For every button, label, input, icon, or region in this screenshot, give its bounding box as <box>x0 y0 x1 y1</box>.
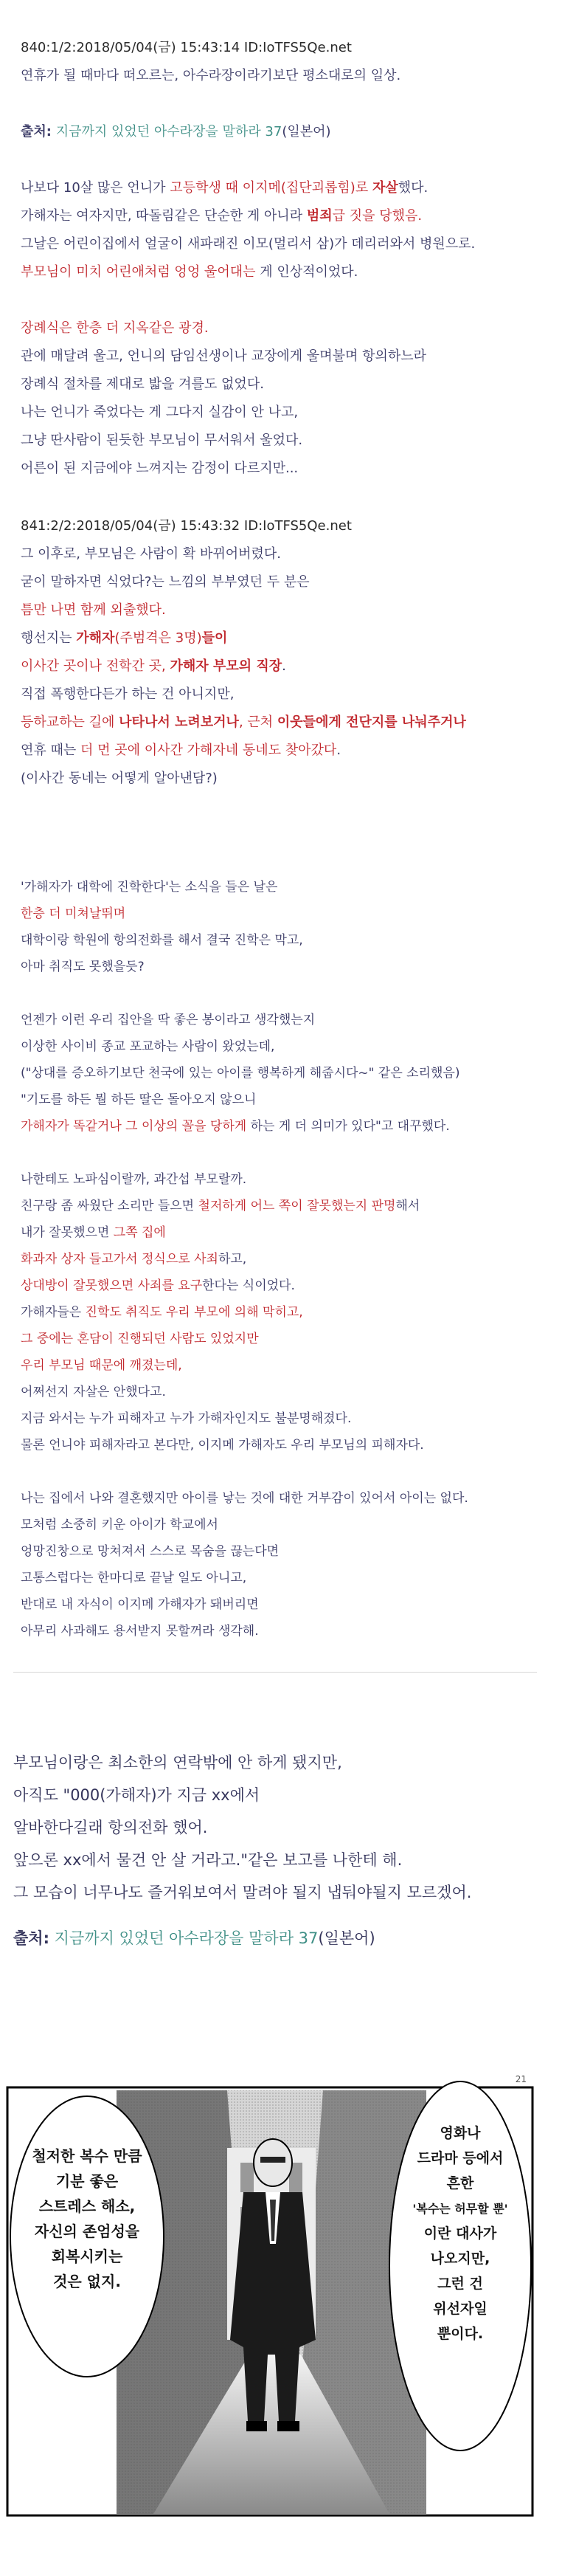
paragraph-line: 틈만 나면 함께 외출했다. <box>21 602 166 618</box>
paragraph-line: 물론 언니야 피해자라고 본다만, 이지메 가해자도 우리 부모님의 피해자다. <box>21 1438 424 1453</box>
paragraph-line: 반대로 내 자식이 이지메 가해자가 돼버리면 <box>21 1597 259 1612</box>
paragraph-line: 부모님이 미치 어린애처럼 엉엉 울어대는 게 인상적이었다. <box>21 264 358 280</box>
paragraph-line: 상대방이 잘못했으면 사죄를 요구한다는 식이었다. <box>21 1278 295 1293</box>
source-label: 출처: <box>21 124 52 140</box>
speech-line: 그런 건 <box>437 2276 483 2292</box>
paragraph-line: 나는 집에서 나와 결혼했지만 아이를 낳는 것에 대한 거부감이 있어서 아이는 없다. <box>21 1491 468 1506</box>
paragraph-line: 친구랑 좀 싸웠단 소리만 들으면 철저하게 어느 쪽이 잘못했는지 판명해서 <box>21 1199 420 1213</box>
post-2 <box>0 512 562 793</box>
source-suffix: (일본어) <box>282 124 331 140</box>
footer-line: 부모님이랑은 최소한의 연락밖에 안 하게 됐지만, <box>13 1754 342 1771</box>
divider <box>13 1672 537 1673</box>
paragraph-line: 지금 와서는 누가 피해자고 누가 가해자인지도 불분명해졌다. <box>21 1411 352 1426</box>
paragraph-line: 그냥 딴사람이 된듯한 부모님이 무서워서 울었다. <box>21 433 303 448</box>
speech-line: 영화나 <box>440 2125 481 2141</box>
paragraph-line: 연휴 때는 더 먼 곳에 이사간 가해자네 동네도 찾아갔다. <box>21 743 341 758</box>
source-link[interactable]: 지금까지 있었던 아수라장을 말하라 37 <box>54 1929 319 1947</box>
speech-line: 회복시키는 <box>51 2248 123 2265</box>
paragraph-line: 가해자들은 진학도 취직도 우리 부모에 의해 막히고, <box>21 1305 303 1320</box>
paragraph-line: 가해자가 똑같거나 그 이상의 꼴을 당하게 하는 게 더 의미가 있다"고 대꾸했다. <box>21 1119 450 1134</box>
post-header: 840:1/2:2018/05/04(금) 15:43:14 ID:IoTFS5Qe.net <box>21 40 352 55</box>
paragraph-line: 어른이 된 지금에야 느껴지는 감정이 다르지만... <box>21 461 299 476</box>
paragraph-line: "기도를 하든 뭘 하든 딸은 돌아오지 않으니 <box>21 1092 257 1107</box>
footer-line: 그 모습이 너무나도 즐거워보여서 말려야 될지 냅둬야될지 모르겠어. <box>13 1884 472 1901</box>
paragraph-line: 이상한 사이비 종교 포교하는 사람이 왔었는데, <box>21 1039 275 1054</box>
speech-line: 나오지만, <box>430 2250 490 2267</box>
paragraph-line: 언젠가 이런 우리 집안을 딱 좋은 봉이라고 생각했는지 <box>21 1013 316 1027</box>
paragraph-line: 직접 폭행한다든가 하는 건 아니지만, <box>21 686 235 702</box>
footer-line: 아직도 "000(가해자)가 지금 xx에서 <box>13 1786 260 1804</box>
speech-line: 위선자일 <box>433 2301 488 2317</box>
paragraph-line: '가해자가 대학에 진학한다'는 소식을 들은 날은 <box>21 880 278 895</box>
source-line <box>0 1922 562 1955</box>
paragraph-line: 굳이 말하자면 식었다?는 느낌의 부부였던 두 분은 <box>21 574 310 590</box>
speech-line: 기분 좋은 <box>55 2172 119 2190</box>
paragraph-line: 이사간 곳이나 전학간 곳, 가해자 부모의 직장. <box>21 658 286 674</box>
paragraph-line: 나한테도 노파심이랄까, 과간섭 부모랄까. <box>21 1172 247 1187</box>
paragraph-line: 엉망진창으로 망쳐져서 스스로 목숨을 끊는다면 <box>21 1544 280 1559</box>
footer-section <box>0 1746 562 1955</box>
paragraph-line: 장례식 절차를 제대로 밟을 겨를도 없었다. <box>21 376 264 392</box>
paragraph-line: 화과자 상자 들고가서 정식으로 사죄하고, <box>21 1252 247 1267</box>
post-header: 841:2/2:2018/05/04(금) 15:43:32 ID:IoTFS5Qe.net <box>21 518 352 534</box>
paragraph-line: 나는 언니가 죽었다는 게 그다지 실감이 안 나고, <box>21 404 299 420</box>
paragraph-line: 대학이랑 학원에 항의전화를 해서 결국 진학은 막고, <box>21 933 303 948</box>
paragraph-line: 그 이후로, 부모님은 사람이 확 바뀌어버렸다. <box>21 546 282 562</box>
paragraph-line: ("상대를 증오하기보단 천국에 있는 아이를 행복하게 해줍시다~" 같은 소리했음) <box>21 1066 460 1081</box>
paragraph-line: 고통스럽다는 한마디로 끝날 일도 아니고, <box>21 1571 247 1585</box>
paragraph-line: 아무리 사과해도 용서받지 못할꺼라 생각해. <box>21 1624 259 1639</box>
paragraph-line: 한층 더 미쳐날뛰며 <box>21 906 126 921</box>
speech-line: 스트레스 해소, <box>38 2197 136 2215</box>
paragraph-line: (이사간 동네는 어떻게 알아낸담?) <box>21 771 218 786</box>
footer-line: 알바한다길래 항의전화 했어. <box>13 1819 208 1836</box>
post-3 <box>0 874 562 1645</box>
paragraph-line: 행선지는 가해자(주범격은 3명)들이 <box>21 630 228 646</box>
speech-line: 자신의 존엄성을 <box>34 2222 140 2240</box>
source-link[interactable]: 지금까지 있었던 아수라장을 말하라 37 <box>55 124 282 140</box>
speech-line: 철저한 복수 만큼 <box>32 2147 142 2165</box>
paragraph-line: 등하교하는 길에 나타나서 노려보거나, 근처 이웃들에게 전단지를 나눠주거나 <box>21 714 466 730</box>
paragraph-line: 나보다 10살 많은 언니가 고등학생 때 이지메(집단괴롭힘)로 자살했다. <box>21 180 429 196</box>
speech-line: '복수는 허무할 뿐' <box>412 2202 508 2216</box>
footer-line: 앞으론 xx에서 물건 안 살 거라고."같은 보고를 나한테 해. <box>13 1851 403 1869</box>
manga-illustration <box>6 2074 534 2524</box>
paragraph-line: 그 중에는 혼담이 진행되던 사람도 있었지만 <box>21 1332 259 1346</box>
speech-line: 뿐이다. <box>437 2326 484 2342</box>
paragraph-line: 장례식은 한층 더 지옥같은 광경. <box>21 320 209 336</box>
paragraph-line: 어쩌선지 자살은 안했다고. <box>21 1385 166 1399</box>
post-subtitle: 연휴가 될 때마다 떠오르는, 아수라장이라기보단 평소대로의 일상. <box>21 68 401 83</box>
source-suffix: (일본어) <box>318 1929 375 1947</box>
post-1 <box>0 34 562 483</box>
speech-line: 이란 대사가 <box>423 2225 497 2242</box>
paragraph-line: 우리 부모님 때문에 깨졌는데, <box>21 1358 182 1373</box>
paragraph-line: 내가 잘못했으면 그쪽 집에 <box>21 1225 166 1240</box>
speech-line: 드라마 등에서 <box>417 2150 504 2166</box>
manga-panel <box>6 2074 534 2524</box>
speech-line: 흔한 <box>446 2175 474 2191</box>
paragraph-line: 아마 취직도 못했을듯? <box>21 960 145 974</box>
paragraph-line: 모처럼 소중히 키운 아이가 학교에서 <box>21 1518 218 1532</box>
speech-line: 것은 없지. <box>53 2273 121 2290</box>
paragraph-line: 가해자는 여자지만, 따돌림같은 단순한 게 아니라 범죄급 짓을 당했음. <box>21 208 423 224</box>
source-line <box>0 118 562 146</box>
page-number: 21 <box>515 2074 527 2084</box>
paragraph-line: 그날은 어린이집에서 얼굴이 새파래진 이모(멀리서 삼)가 데리러와서 병원으로. <box>21 236 476 252</box>
paragraph-line: 관에 매달려 울고, 언니의 담임선생이나 교장에게 울며불며 항의하느라 <box>21 348 427 364</box>
source-label: 출처: <box>13 1929 49 1947</box>
